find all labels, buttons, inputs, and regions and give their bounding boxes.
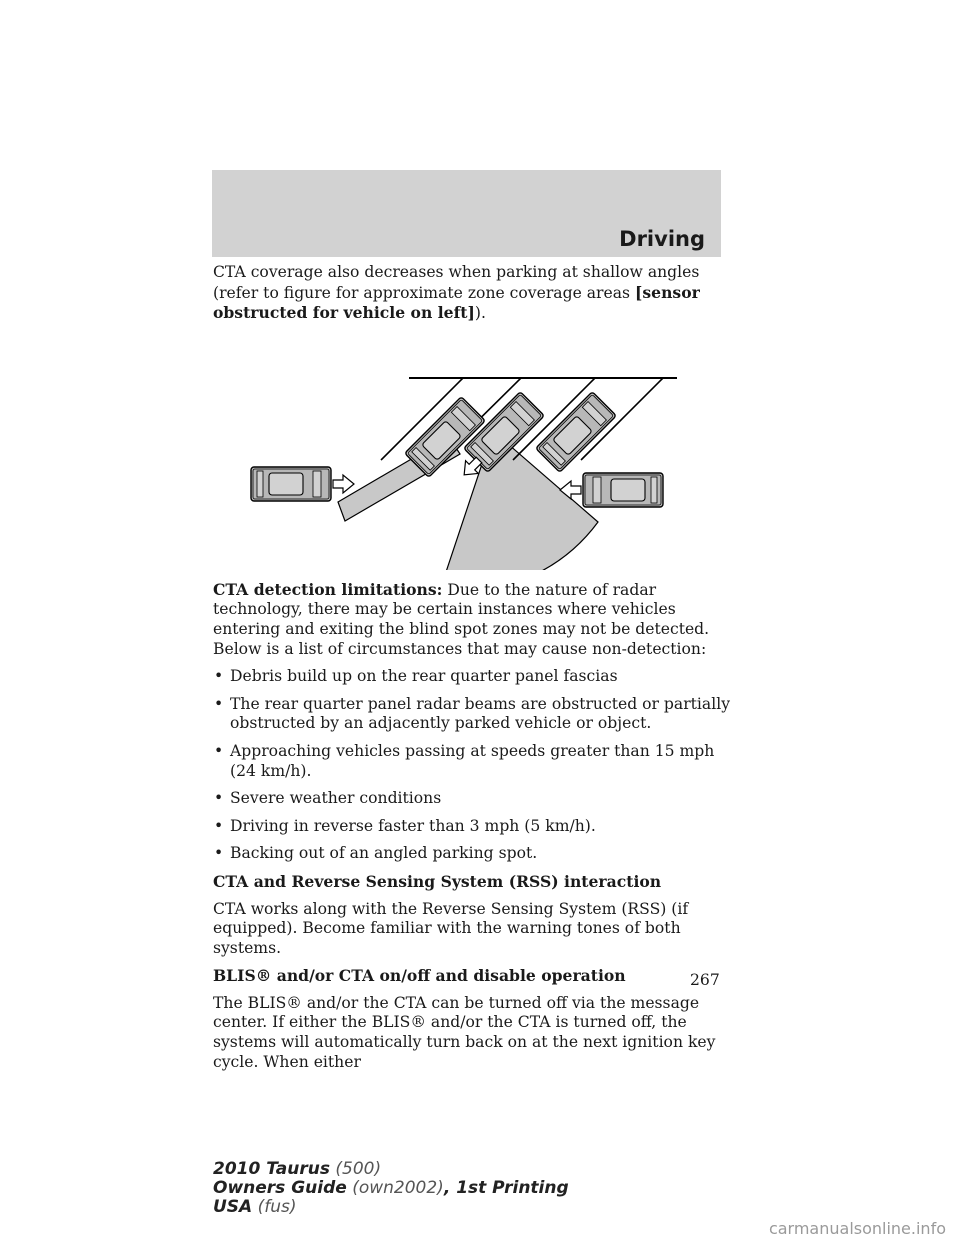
rss-heading: CTA and Reverse Sensing System (RSS) interaction	[213, 871, 662, 891]
bullet: •	[214, 667, 224, 686]
limitations-list	[213, 667, 733, 864]
bullet: •	[214, 741, 224, 760]
section-header-band	[212, 170, 721, 257]
approaching-car-left	[251, 467, 331, 501]
bullet: •	[214, 694, 224, 713]
limitations-paragraph: CTA detection limitations: Due to the nature of radar technology, there may be certain instances where vehicles entering and exiting the blind spot zones may not be detected. Below is a list of circumstances that may cause non-detection:	[213, 579, 710, 658]
list-item: • The rear quarter panel radar beams are obstructed or partially obstructed by an adjacently parked vehicle or object.	[214, 694, 730, 733]
blis-heading: BLIS® and/or CTA on/off and disable operation	[213, 966, 626, 986]
list-item: • Severe weather conditions	[214, 789, 442, 808]
section-title: Driving	[619, 227, 705, 251]
list-item: • Approaching vehicles passing at speeds greater than 15 mph (24 km/h).	[214, 741, 715, 780]
cta-coverage-figure	[213, 332, 733, 570]
footer	[213, 1160, 569, 1217]
page-number: 267	[690, 971, 720, 989]
footer-line-3: USA (fus)	[213, 1197, 297, 1217]
page-content	[213, 263, 733, 1080]
footer-line-2: Owners Guide (own2002), 1st Printing	[213, 1178, 569, 1198]
list-item: • Driving in reverse faster than 3 mph (5 km/h).	[214, 816, 596, 835]
parked-car-right	[536, 391, 617, 472]
direction-arrow-icon	[333, 475, 354, 493]
bullet: •	[214, 789, 224, 808]
intro-paragraph: CTA coverage also decreases when parking at shallow angles (refer to figure for approximate zone coverage areas [sensor obstructed for vehicle on left]).	[213, 263, 700, 323]
list-item: • Backing out of an angled parking spot.	[214, 844, 538, 863]
blis-paragraph: The BLIS® and/or the CTA can be turned off via the message center. If either the BLIS® and/or the CTA is turned off, the systems will automatically turn back on at the next ignition key cycle. When either	[213, 993, 716, 1071]
approaching-car-right	[583, 473, 663, 507]
bullet: •	[214, 816, 224, 835]
bullet: •	[214, 844, 224, 863]
footer-line-1: 2010 Taurus (500)	[213, 1159, 382, 1179]
rss-paragraph: CTA works along with the Reverse Sensing System (RSS) (if equipped). Become familiar with the warning tones of both systems.	[213, 899, 689, 957]
watermark: carmanualsonline.info	[768, 1219, 946, 1238]
list-item: • Debris build up on the rear quarter panel fascias	[214, 667, 618, 686]
